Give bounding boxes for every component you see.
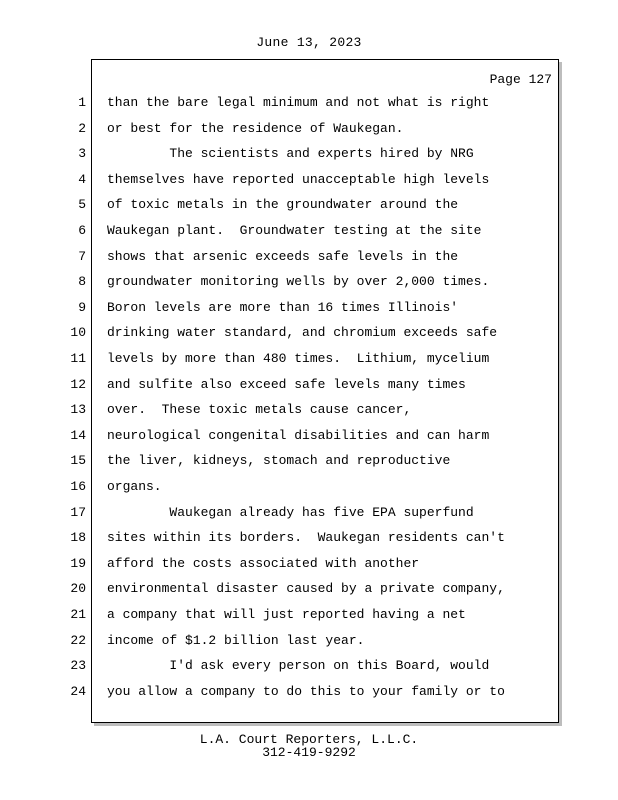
line-number: 5: [78, 197, 86, 212]
transcript-line: neurological congenital disabilities and can harm: [107, 428, 490, 443]
transcript-line: Waukegan plant. Groundwater testing at the site: [107, 223, 482, 238]
transcript-line: themselves have reported unacceptable high levels: [107, 172, 490, 187]
header-date: June 13, 2023: [256, 35, 362, 50]
line-number: 24: [70, 684, 86, 699]
transcript-line: organs.: [107, 479, 162, 494]
transcript-line: or best for the residence of Waukegan.: [107, 121, 404, 136]
line-number: 10: [70, 325, 86, 340]
footer-phone: 312-419-9292: [262, 745, 356, 760]
line-number: 21: [70, 607, 86, 622]
transcript-line: levels by more than 480 times. Lithium, mycelium: [107, 351, 490, 366]
line-number: 2: [78, 121, 86, 136]
transcript-line: I'd ask every person on this Board, would: [107, 658, 490, 673]
transcript-line: a company that will just reported having a net: [107, 607, 466, 622]
line-number: 3: [78, 146, 86, 161]
line-number: 11: [70, 351, 86, 366]
footer: [0, 733, 618, 759]
line-number: 16: [70, 479, 86, 494]
line-number: 15: [70, 453, 86, 468]
line-number: 9: [78, 300, 86, 315]
transcript-line: The scientists and experts hired by NRG: [107, 146, 474, 161]
transcript-line: and sulfite also exceed safe levels many times: [107, 377, 466, 392]
transcript-line: afford the costs associated with another: [107, 556, 420, 571]
transcript-line: groundwater monitoring wells by over 2,000 times.: [107, 274, 490, 289]
transcript-line: over. These toxic metals cause cancer,: [107, 402, 412, 417]
transcript-line: than the bare legal minimum and not what is right: [107, 95, 490, 110]
line-number: 19: [70, 556, 86, 571]
footer-company: L.A. Court Reporters, L.L.C.: [199, 732, 419, 747]
line-number: 8: [78, 274, 86, 289]
transcript-line: of toxic metals in the groundwater around the: [107, 197, 459, 212]
transcript-line: drinking water standard, and chromium exceeds safe: [107, 325, 498, 340]
line-number: 6: [78, 223, 86, 238]
line-number: 22: [70, 633, 86, 648]
line-number: 1: [78, 95, 86, 110]
line-number: 20: [70, 581, 86, 596]
transcript-line: the liver, kidneys, stomach and reproductive: [107, 453, 451, 468]
page-number: Page 127: [489, 72, 552, 87]
line-number: 7: [78, 249, 86, 264]
transcript-line: sites within its borders. Waukegan residents can't: [107, 530, 505, 545]
line-number: 23: [70, 658, 86, 673]
line-number: 17: [70, 505, 86, 520]
transcript-line: Waukegan already has five EPA superfund: [107, 505, 474, 520]
transcript-line: environmental disaster caused by a private company,: [107, 581, 505, 596]
line-number: 4: [78, 172, 86, 187]
transcript-line: Boron levels are more than 16 times Illinois': [107, 300, 459, 315]
transcript-line: income of $1.2 billion last year.: [107, 633, 365, 648]
transcript-line: shows that arsenic exceeds safe levels in the: [107, 249, 459, 264]
line-number: 13: [70, 402, 86, 417]
line-number: 14: [70, 428, 86, 443]
line-number: 12: [70, 377, 86, 392]
line-number: 18: [70, 530, 86, 545]
transcript-line: you allow a company to do this to your family or to: [107, 684, 505, 699]
